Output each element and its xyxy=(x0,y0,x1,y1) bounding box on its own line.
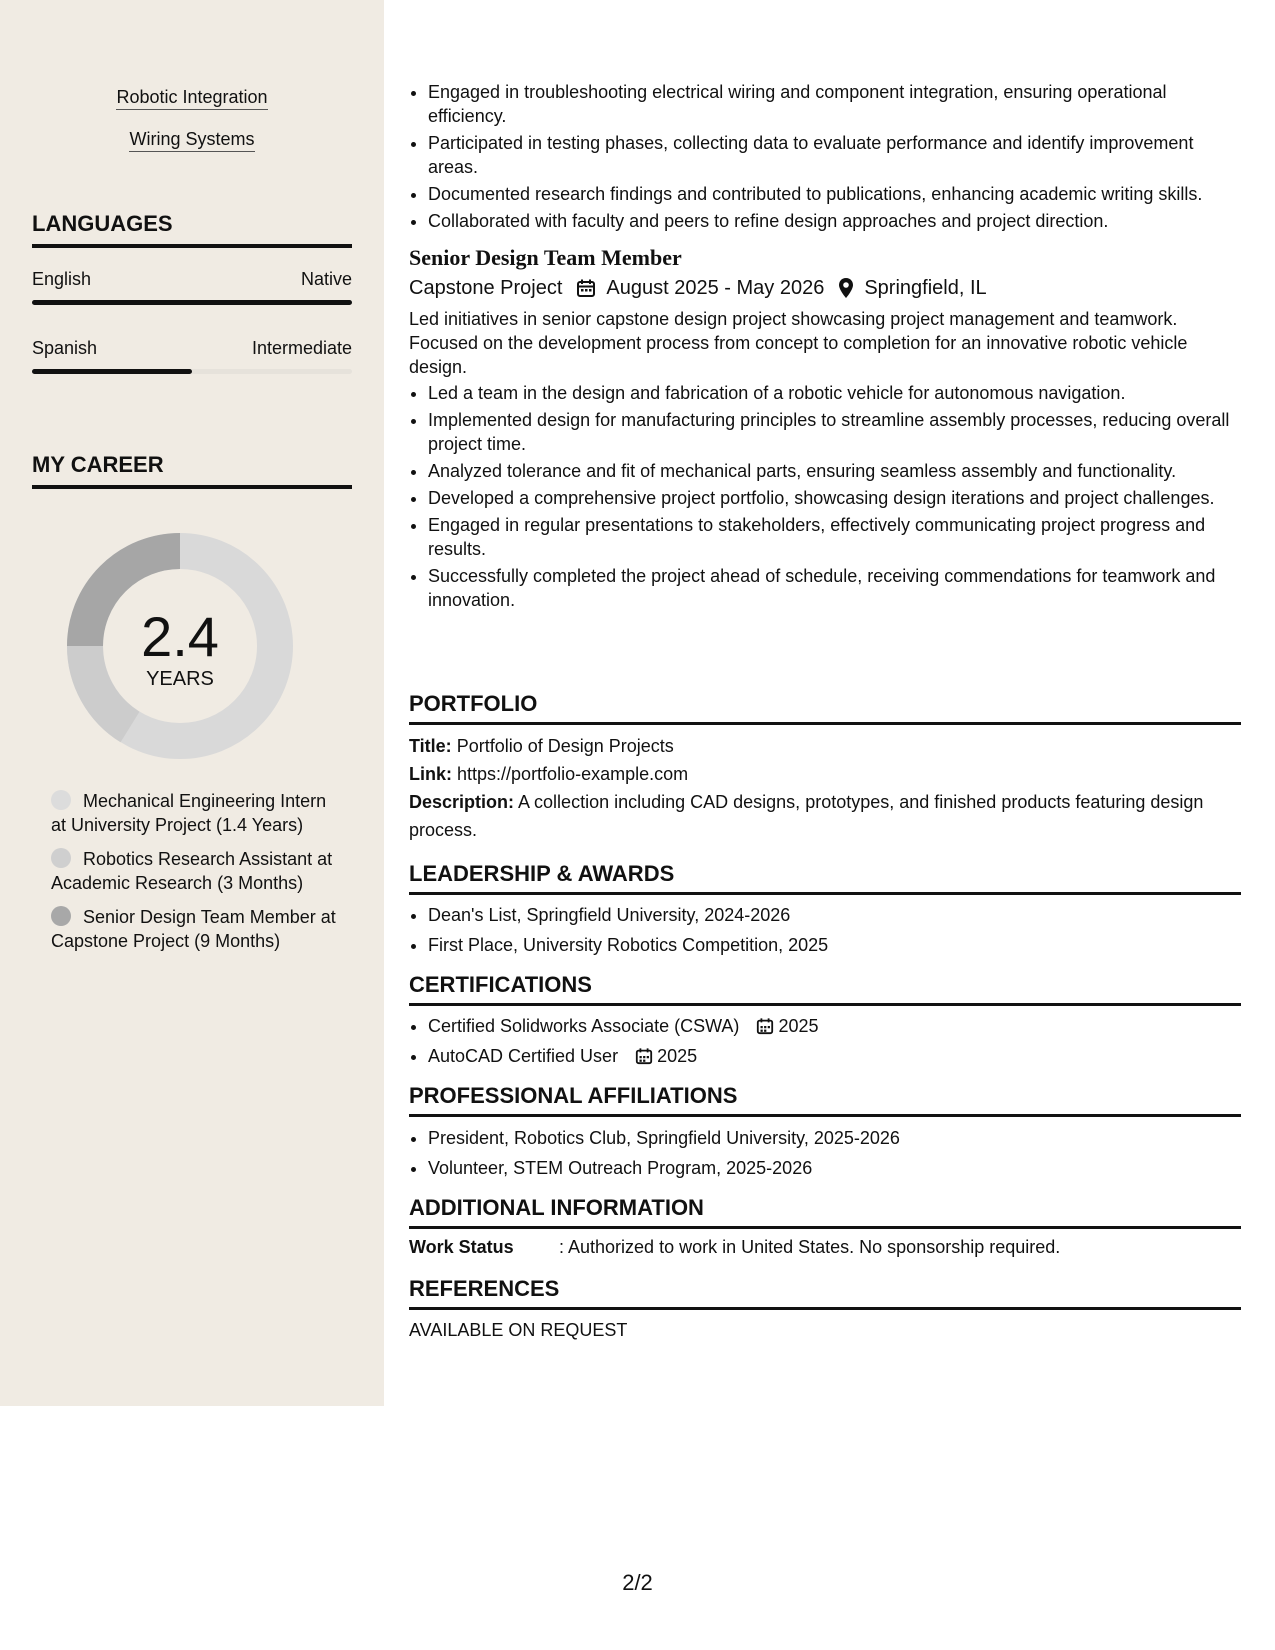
affiliations-heading: PROFESSIONAL AFFILIATIONS xyxy=(409,1082,1241,1117)
list-item: • Collaborated with faculty and peers to refine design approaches and project direction. xyxy=(428,209,1241,233)
legend-label: Robotics Research Assistant at Academic Research (3 Months) xyxy=(51,849,333,893)
list-item: • Successfully completed the project ahead of schedule, receiving commendations for teamwork and innovation. xyxy=(428,564,1241,612)
skill-tag: Wiring Systems xyxy=(129,128,254,152)
language-level: Intermediate xyxy=(251,338,352,358)
job-summary: Led initiatives in senior capstone design project showcasing project management and teamwork. Focused on the development process from concept to completion for an innovative robotic vehicle design. xyxy=(409,309,1188,377)
certifications-bullets xyxy=(409,1013,1241,1070)
references-heading: REFERENCES xyxy=(409,1275,1241,1310)
list-item: • Documented research findings and contributed to publications, enhancing academic writing skills. xyxy=(428,182,1241,206)
calendar-icon xyxy=(756,1017,774,1035)
list-item: • Volunteer, STEM Outreach Program, 2025-2026 xyxy=(428,1155,1241,1182)
donut-center-label xyxy=(64,530,296,762)
legend-dot xyxy=(51,790,71,810)
skill-tag: Robotic Integration xyxy=(116,86,267,110)
portfolio-link-row xyxy=(409,760,1241,788)
previous-job-bullets xyxy=(409,80,1241,233)
portfolio-details xyxy=(409,732,1241,844)
career-total-unit: YEARS xyxy=(146,668,214,690)
skills-list xyxy=(0,86,384,152)
calendar-icon xyxy=(576,278,596,298)
language-name: Spanish xyxy=(32,338,98,358)
legend-label: Senior Design Team Member at Capstone Project (9 Months) xyxy=(51,907,336,951)
additional-info-row xyxy=(409,1233,1241,1261)
calendar-icon xyxy=(635,1047,653,1065)
portfolio-description-row xyxy=(409,788,1241,844)
language-proficiency-fill xyxy=(32,300,352,305)
job-title: Senior Design Team Member xyxy=(409,245,682,270)
list-item: • Led a team in the design and fabrication of a robotic vehicle for autonomous navigation. xyxy=(428,381,1241,405)
certifications-list xyxy=(409,1013,1241,1073)
portfolio-description: A collection including CAD designs, prototypes, and finished products featuring design process. xyxy=(409,792,1204,840)
affiliations-bullets xyxy=(409,1125,1241,1182)
job-bullets xyxy=(409,381,1241,612)
list-item: • Analyzed tolerance and fit of mechanical parts, ensuring seamless assembly and functionality. xyxy=(428,459,1241,483)
portfolio-title-row xyxy=(409,732,1241,760)
list-item: • Dean's List, Springfield University, 2024-2026 xyxy=(428,902,1241,929)
work-status-label: Work Status xyxy=(409,1237,514,1257)
certification-year: 2025 xyxy=(657,1046,698,1066)
additional-info-heading: ADDITIONAL INFORMATION xyxy=(409,1194,1241,1229)
language-level: Native xyxy=(300,269,352,289)
awards-bullets xyxy=(409,902,1241,959)
field-label: Link: xyxy=(409,764,452,784)
work-status-value: : Authorized to work in United States. No sponsorship required. xyxy=(559,1237,1061,1257)
list-item: • Developed a comprehensive project portfolio, showcasing design iterations and project challenges. xyxy=(428,486,1241,510)
career-total-value: 2.4 xyxy=(141,605,219,668)
portfolio-link[interactable]: https://portfolio-example.com xyxy=(457,764,689,784)
certification-name: AutoCAD Certified User xyxy=(428,1046,619,1066)
legend-item xyxy=(51,847,341,895)
experience-section xyxy=(409,80,1241,615)
references-text: AVAILABLE ON REQUEST xyxy=(409,1320,628,1340)
list-item xyxy=(428,1043,1241,1070)
location-pin-icon xyxy=(838,277,854,299)
career-donut-chart xyxy=(64,530,296,762)
list-item: • First Place, University Robotics Competition, 2025 xyxy=(428,932,1241,959)
portfolio-heading: PORTFOLIO xyxy=(409,690,1241,725)
list-item xyxy=(428,1013,1241,1040)
portfolio-title: Portfolio of Design Projects xyxy=(456,736,674,756)
list-item: • Implemented design for manufacturing principles to streamline assembly processes, reducing overall project time. xyxy=(428,408,1241,456)
language-row xyxy=(32,268,352,290)
legend-item xyxy=(51,789,341,837)
certifications-heading: CERTIFICATIONS xyxy=(409,971,1241,1006)
language-proficiency-bar xyxy=(32,369,352,374)
legend-dot xyxy=(51,906,71,926)
language-row xyxy=(32,337,352,359)
career-heading: MY CAREER xyxy=(32,451,352,489)
job-location: Springfield, IL xyxy=(864,277,987,299)
job-company: Capstone Project xyxy=(409,277,563,299)
field-label: Description: xyxy=(409,792,515,812)
awards-heading: LEADERSHIP & AWARDS xyxy=(409,860,1241,895)
legend-dot xyxy=(51,848,71,868)
language-proficiency-fill xyxy=(32,369,192,374)
language-proficiency-bar xyxy=(32,300,352,305)
languages-heading: LANGUAGES xyxy=(32,210,352,248)
list-item: • Engaged in troubleshooting electrical wiring and component integration, ensuring operational efficiency. xyxy=(428,80,1241,128)
legend-item xyxy=(51,905,341,953)
sidebar xyxy=(0,0,384,1406)
list-item: • Participated in testing phases, collecting data to evaluate performance and identify improvement areas. xyxy=(428,131,1241,179)
job-dates: August 2025 - May 2026 xyxy=(606,277,825,299)
language-name: English xyxy=(32,269,92,289)
job-meta xyxy=(409,275,1241,301)
page-number: 2/2 xyxy=(622,1570,653,1595)
affiliations-list xyxy=(409,1125,1241,1185)
certification-year: 2025 xyxy=(778,1016,819,1036)
list-item: • Engaged in regular presentations to stakeholders, effectively communicating project progress and results. xyxy=(428,513,1241,561)
legend-label: Mechanical Engineering Intern at University Project (1.4 Years) xyxy=(51,791,327,835)
career-legend xyxy=(51,789,341,963)
field-label: Title: xyxy=(409,736,452,756)
awards-list xyxy=(409,902,1241,962)
certification-name: Certified Solidworks Associate (CSWA) xyxy=(428,1016,740,1036)
list-item: • President, Robotics Club, Springfield University, 2025-2026 xyxy=(428,1125,1241,1152)
